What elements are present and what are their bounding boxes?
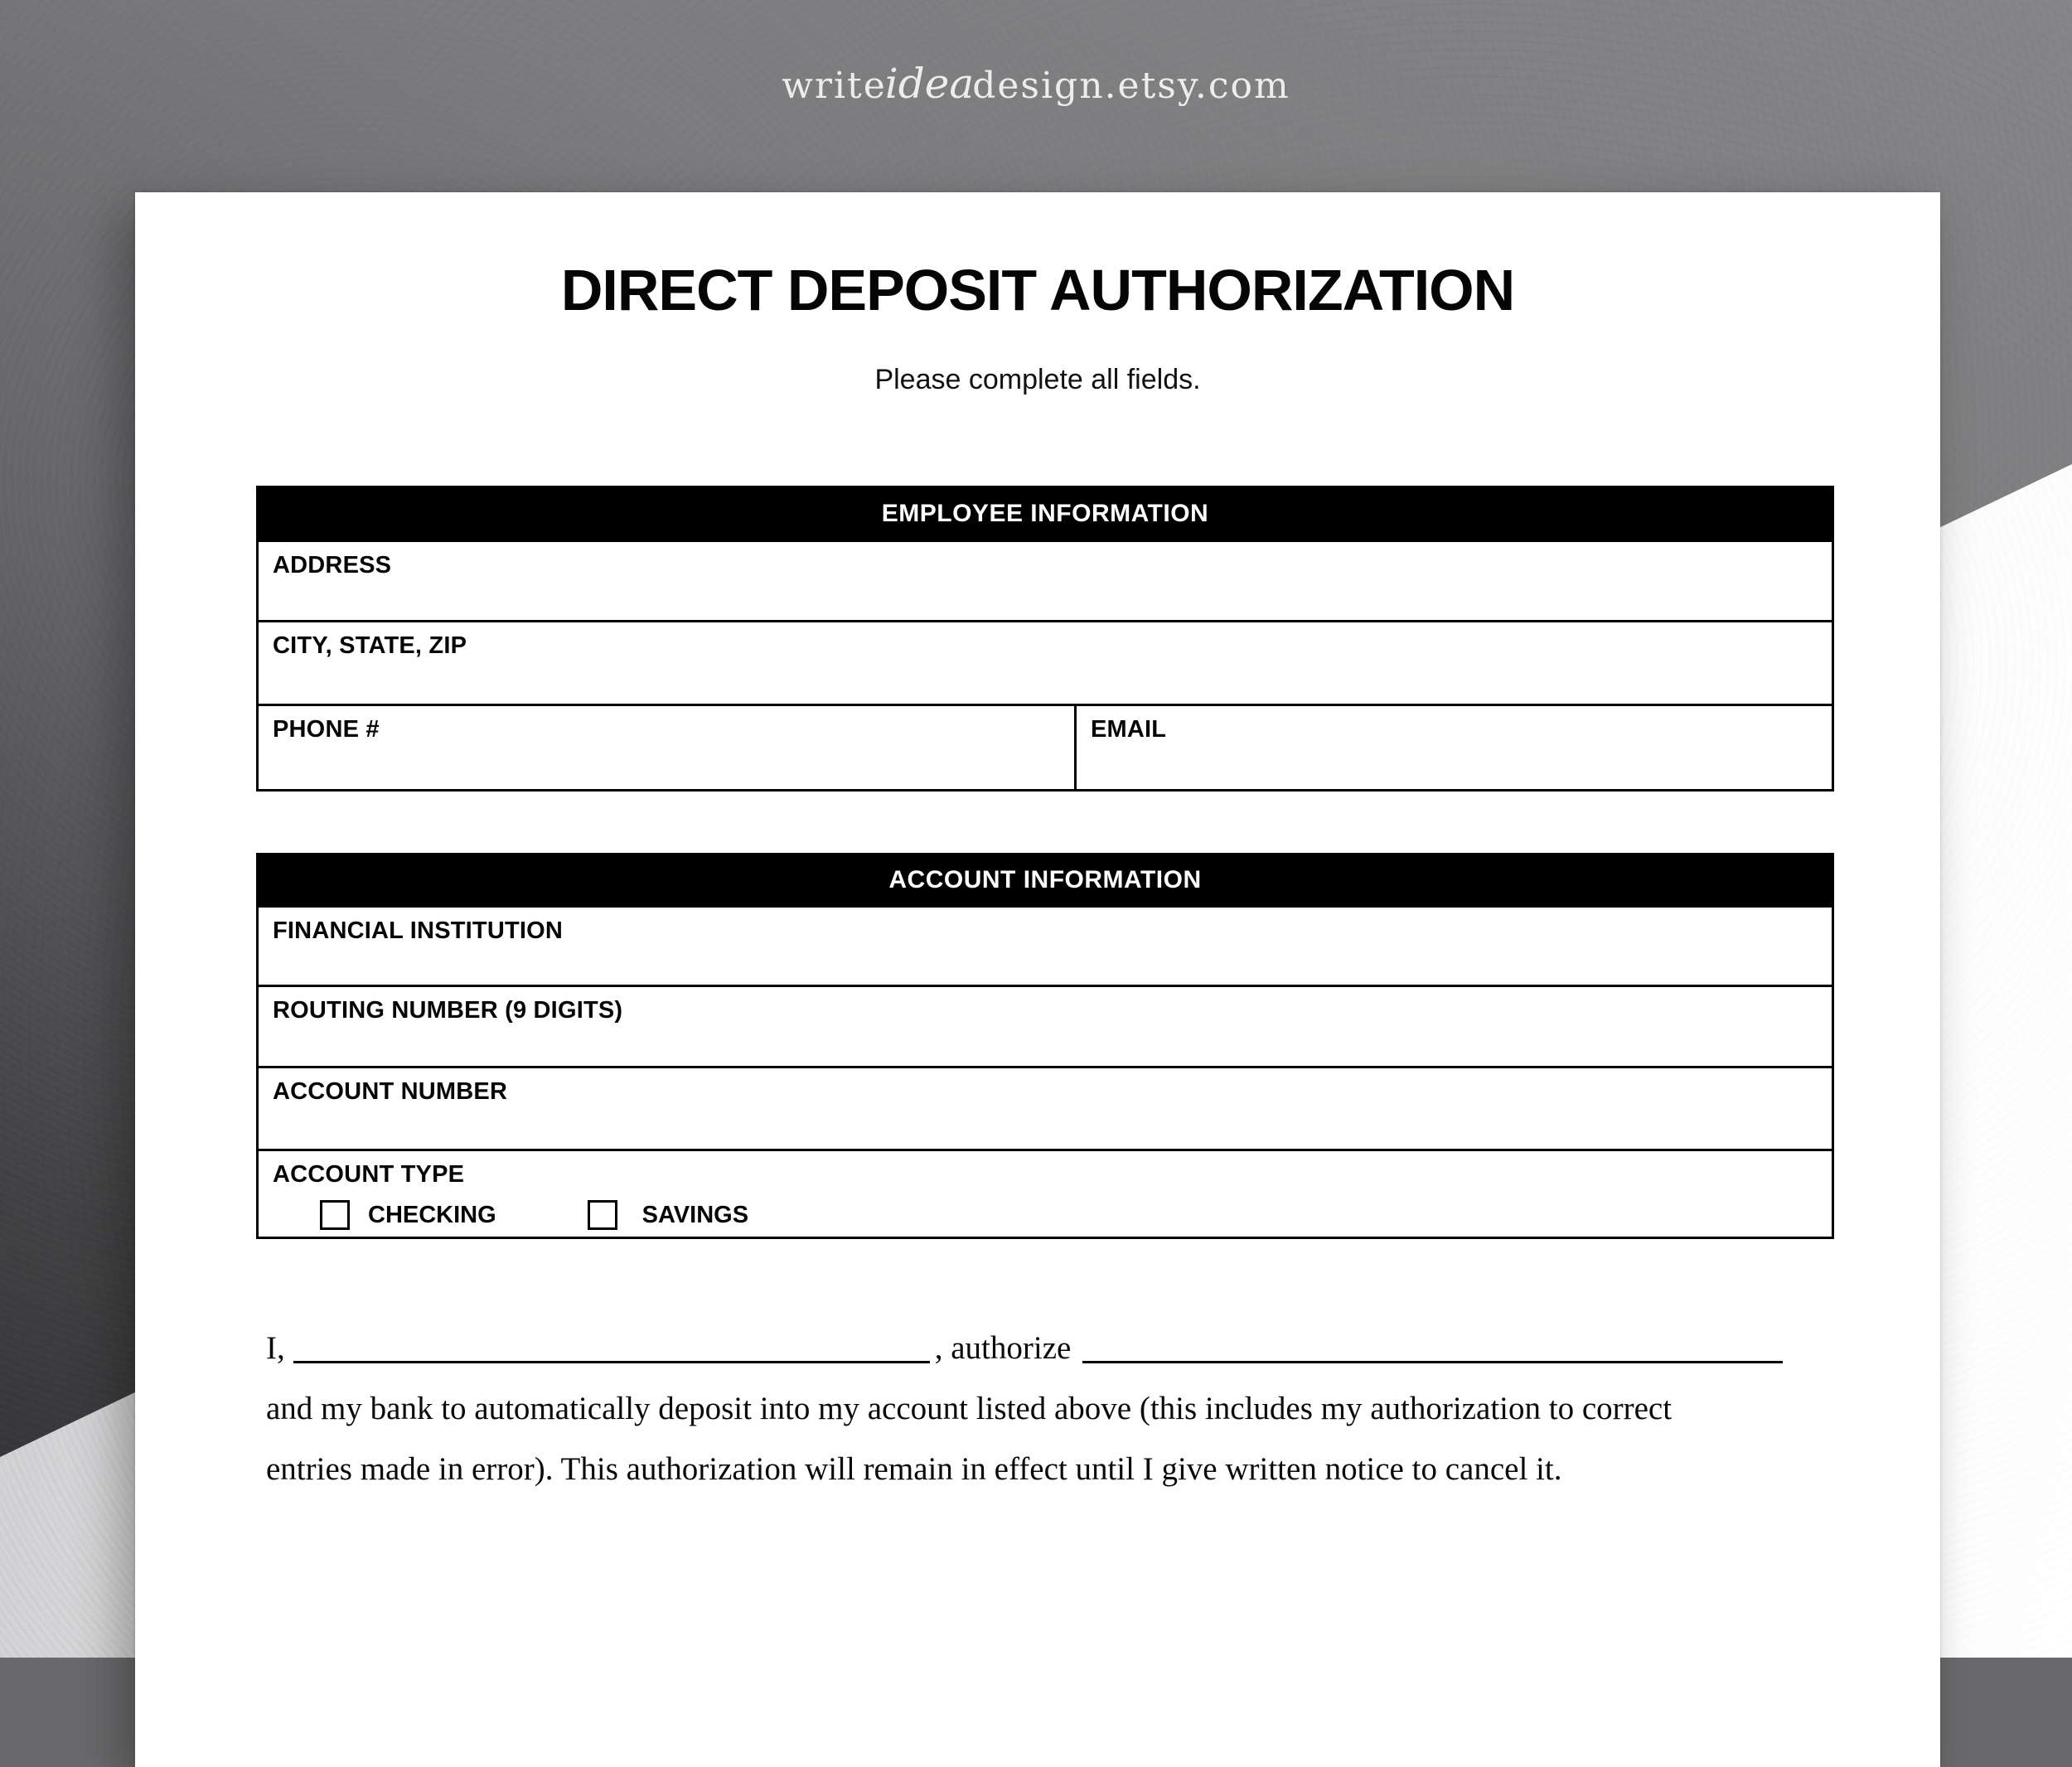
phone-field[interactable] bbox=[259, 706, 1077, 789]
email-field[interactable] bbox=[1077, 706, 1832, 789]
account-number-label: ACCOUNT NUMBER bbox=[273, 1078, 508, 1105]
phone-label: PHONE # bbox=[273, 716, 380, 743]
email-label: EMAIL bbox=[1091, 716, 1167, 743]
authorization-connector: , authorize bbox=[934, 1330, 1072, 1366]
account-type-label: ACCOUNT TYPE bbox=[273, 1161, 465, 1188]
watermark-suffix: design.etsy.com bbox=[972, 65, 1290, 107]
phone-email-row bbox=[259, 704, 1832, 789]
address-field[interactable] bbox=[259, 540, 1832, 620]
employee-information-table bbox=[256, 486, 1834, 792]
financial-institution-label: FINANCIAL INSTITUTION bbox=[273, 917, 564, 944]
routing-number-label: ROUTING NUMBER (9 DIGITS) bbox=[273, 997, 623, 1024]
account-section-header: ACCOUNT INFORMATION bbox=[259, 855, 1832, 905]
city-state-zip-field[interactable] bbox=[259, 620, 1832, 704]
savings-checkbox[interactable] bbox=[588, 1200, 617, 1230]
routing-number-field[interactable] bbox=[259, 985, 1832, 1066]
form-page bbox=[135, 192, 1940, 1767]
financial-institution-field[interactable] bbox=[259, 905, 1832, 985]
form-title: DIRECT DEPOSIT AUTHORIZATION bbox=[560, 258, 1515, 322]
authorization-statement bbox=[266, 1318, 1832, 1499]
authorization-lead-in: I, bbox=[266, 1330, 285, 1366]
authorization-body-line-2: entries made in error). This authorization will remain in effect until I give written notice to cancel it. bbox=[266, 1451, 1562, 1487]
checking-label: CHECKING bbox=[368, 1201, 496, 1228]
account-type-row bbox=[259, 1149, 1832, 1237]
city-state-zip-label: CITY, STATE, ZIP bbox=[273, 632, 467, 659]
account-information-table bbox=[256, 853, 1834, 1239]
savings-label: SAVINGS bbox=[641, 1201, 749, 1228]
account-type-options bbox=[320, 1200, 1832, 1230]
watermark bbox=[782, 60, 1290, 108]
watermark-script: idea bbox=[884, 60, 975, 108]
employee-section-header: EMPLOYEE INFORMATION bbox=[259, 488, 1832, 540]
authorization-body-line-1: and my bank to automatically deposit into my account listed above (this includes my authorization to correct bbox=[266, 1391, 1673, 1426]
watermark-prefix: write bbox=[782, 65, 887, 107]
address-label: ADDRESS bbox=[273, 552, 392, 579]
company-name-blank[interactable] bbox=[1082, 1361, 1783, 1363]
employee-name-blank[interactable] bbox=[293, 1361, 930, 1363]
checking-checkbox[interactable] bbox=[320, 1200, 350, 1230]
authorization-line-1 bbox=[266, 1318, 1832, 1378]
form-subtitle: Please complete all fields. bbox=[874, 364, 1201, 395]
account-number-field[interactable] bbox=[259, 1066, 1832, 1149]
